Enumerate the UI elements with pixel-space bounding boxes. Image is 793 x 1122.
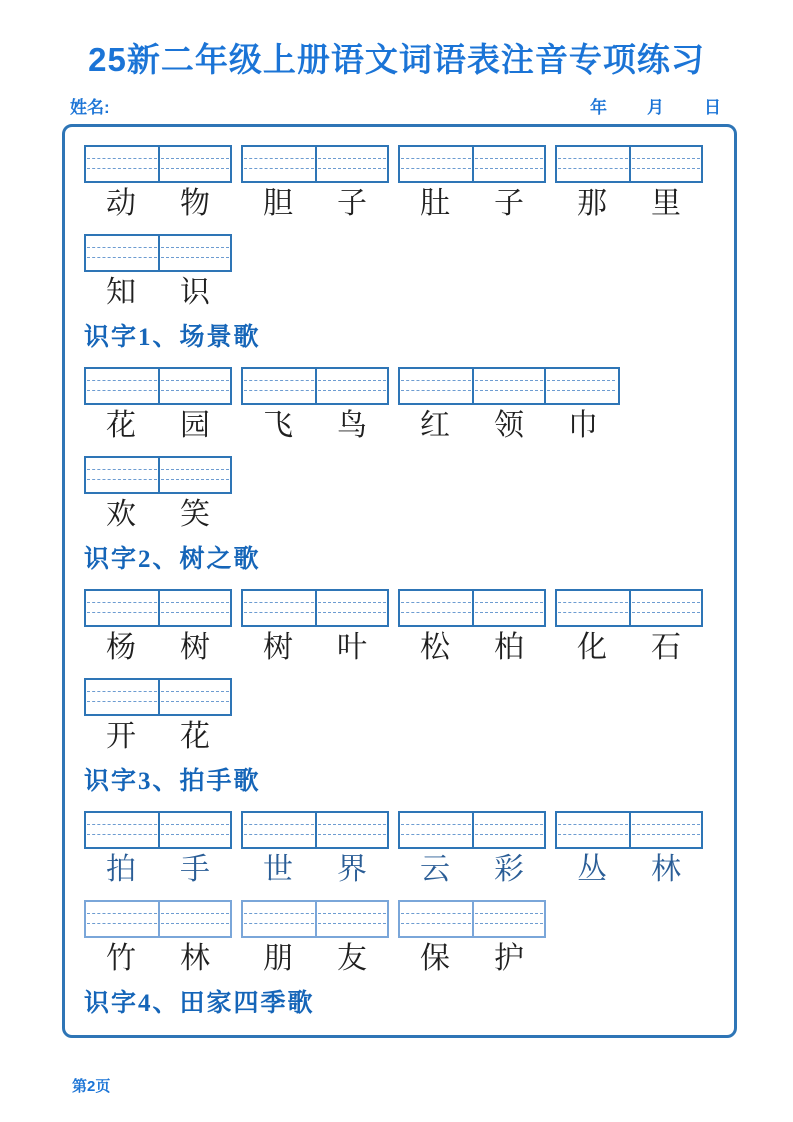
pinyin-writing-box [241, 900, 389, 938]
word-group [555, 589, 703, 665]
word-group [398, 811, 546, 887]
character: 柏 [494, 631, 524, 664]
pinyin-cell [86, 369, 158, 403]
word-group [398, 145, 546, 221]
character: 知 [106, 276, 136, 309]
word-characters [241, 187, 389, 221]
pinyin-writing-box [241, 589, 389, 627]
date-labels [590, 93, 721, 118]
character: 识 [180, 276, 210, 309]
pinyin-cell [472, 591, 544, 625]
word-group [84, 367, 232, 443]
pinyin-writing-box [241, 811, 389, 849]
pinyin-cell [86, 680, 158, 714]
pinyin-cell [629, 591, 701, 625]
name-date-row [70, 93, 721, 118]
word-group [84, 589, 232, 665]
pinyin-cell [243, 813, 315, 847]
pinyin-cell [86, 591, 158, 625]
pinyin-cell [315, 147, 387, 181]
character: 松 [420, 631, 450, 664]
word-characters [398, 187, 546, 221]
pinyin-writing-box [398, 811, 546, 849]
word-characters [84, 720, 232, 754]
section-header: 识字1、场景歌 [84, 324, 261, 351]
pinyin-writing-box [241, 145, 389, 183]
pinyin-cell [158, 369, 230, 403]
section-header: 识字4、田家四季歌 [84, 990, 315, 1017]
pinyin-writing-box [555, 145, 703, 183]
character: 杨 [106, 631, 136, 664]
character: 开 [106, 720, 136, 753]
pinyin-cell [243, 902, 315, 936]
pinyin-cell [472, 902, 544, 936]
word-group [84, 234, 232, 310]
pinyin-cell [86, 813, 158, 847]
year-label: 年 [590, 98, 607, 117]
character: 花 [180, 720, 210, 753]
word-group [241, 900, 389, 976]
character: 欢 [106, 498, 136, 531]
word-group [241, 811, 389, 887]
word-characters [398, 942, 546, 976]
character: 红 [420, 409, 450, 442]
page-number: 第2页 [72, 1078, 111, 1095]
word-characters [398, 409, 620, 443]
pinyin-cell [400, 591, 472, 625]
word-characters [84, 942, 232, 976]
word-characters [241, 409, 389, 443]
word-row [84, 456, 734, 532]
pinyin-writing-box [398, 900, 546, 938]
pinyin-cell [315, 902, 387, 936]
pinyin-cell [315, 369, 387, 403]
pinyin-writing-box [84, 234, 232, 272]
word-row [84, 234, 734, 310]
word-characters [84, 409, 232, 443]
word-characters [84, 631, 232, 665]
pinyin-cell [472, 369, 544, 403]
pinyin-writing-box [84, 811, 232, 849]
character: 胆 [263, 187, 293, 220]
pinyin-cell [400, 369, 472, 403]
character: 肚 [420, 187, 450, 220]
word-group [555, 145, 703, 221]
word-row [84, 589, 734, 665]
name-label: 姓名: [70, 98, 110, 117]
pinyin-writing-box [398, 367, 620, 405]
character: 鸟 [337, 409, 367, 442]
pinyin-cell [472, 813, 544, 847]
word-row [84, 367, 734, 443]
pinyin-cell [315, 813, 387, 847]
pinyin-cell [557, 813, 629, 847]
pinyin-cell [243, 591, 315, 625]
pinyin-cell [158, 902, 230, 936]
word-group [398, 900, 546, 976]
word-group [555, 811, 703, 887]
word-characters [241, 853, 389, 887]
character: 林 [651, 853, 681, 886]
character: 园 [180, 409, 210, 442]
pinyin-cell [400, 902, 472, 936]
character: 树 [263, 631, 293, 664]
pinyin-writing-box [84, 145, 232, 183]
pinyin-writing-box [84, 589, 232, 627]
character: 石 [651, 631, 681, 664]
character: 丛 [577, 853, 607, 886]
pinyin-cell [158, 591, 230, 625]
character: 朋 [263, 942, 293, 975]
word-characters [84, 853, 232, 887]
pinyin-writing-box [84, 456, 232, 494]
word-characters [84, 498, 232, 532]
word-group [398, 367, 620, 443]
character: 彩 [494, 853, 524, 886]
pinyin-cell [86, 147, 158, 181]
word-group [84, 811, 232, 887]
character: 界 [337, 853, 367, 886]
word-characters [241, 631, 389, 665]
character: 里 [651, 187, 681, 220]
sections-container [84, 145, 734, 1019]
worksheet-body-box [62, 124, 737, 1038]
character: 拍 [106, 853, 136, 886]
character: 竹 [106, 942, 136, 975]
word-group [241, 145, 389, 221]
pinyin-cell [158, 458, 230, 492]
character: 那 [577, 187, 607, 220]
pinyin-cell [629, 813, 701, 847]
word-group [84, 900, 232, 976]
character: 化 [577, 631, 607, 664]
word-group [241, 589, 389, 665]
page-title: 25新二年级上册语文词语表注音专项练习 [88, 41, 705, 78]
pinyin-cell [400, 147, 472, 181]
pinyin-cell [557, 147, 629, 181]
pinyin-writing-box [398, 145, 546, 183]
pinyin-cell [158, 236, 230, 270]
word-group [84, 145, 232, 221]
word-characters [555, 187, 703, 221]
word-group [84, 456, 232, 532]
character: 手 [180, 853, 210, 886]
character: 护 [494, 942, 524, 975]
pinyin-writing-box [84, 367, 232, 405]
character: 物 [180, 187, 210, 220]
pinyin-writing-box [555, 811, 703, 849]
pinyin-writing-box [241, 367, 389, 405]
pinyin-cell [86, 236, 158, 270]
day-label: 日 [704, 98, 721, 117]
word-row [84, 678, 734, 754]
character: 叶 [337, 631, 367, 664]
character: 云 [420, 853, 450, 886]
pinyin-cell [243, 147, 315, 181]
word-characters [241, 942, 389, 976]
month-label: 月 [647, 98, 664, 117]
pinyin-writing-box [84, 678, 232, 716]
character: 林 [180, 942, 210, 975]
word-group [241, 367, 389, 443]
character: 笑 [180, 498, 210, 531]
pinyin-cell [544, 369, 616, 403]
pinyin-cell [557, 591, 629, 625]
section-header: 识字3、拍手歌 [84, 768, 261, 795]
word-characters [555, 631, 703, 665]
character: 花 [106, 409, 136, 442]
character: 子 [494, 187, 524, 220]
pinyin-cell [158, 147, 230, 181]
word-characters [398, 631, 546, 665]
pinyin-cell [86, 458, 158, 492]
pinyin-writing-box [84, 900, 232, 938]
character: 巾 [568, 409, 598, 442]
pinyin-cell [158, 680, 230, 714]
word-characters [398, 853, 546, 887]
character: 友 [337, 942, 367, 975]
character: 世 [263, 853, 293, 886]
character: 飞 [263, 409, 293, 442]
character: 树 [180, 631, 210, 664]
section-header: 识字2、树之歌 [84, 546, 261, 573]
word-row [84, 145, 734, 221]
pinyin-cell [472, 147, 544, 181]
word-characters [555, 853, 703, 887]
pinyin-writing-box [555, 589, 703, 627]
character: 保 [420, 942, 450, 975]
word-characters [84, 187, 232, 221]
pinyin-writing-box [398, 589, 546, 627]
pinyin-cell [400, 813, 472, 847]
pinyin-cell [243, 369, 315, 403]
character: 领 [494, 409, 524, 442]
word-characters [84, 276, 232, 310]
pinyin-cell [629, 147, 701, 181]
word-group [84, 678, 232, 754]
character: 动 [106, 187, 136, 220]
word-row [84, 900, 734, 976]
pinyin-cell [86, 902, 158, 936]
character: 子 [337, 187, 367, 220]
word-row [84, 811, 734, 887]
pinyin-cell [315, 591, 387, 625]
pinyin-cell [158, 813, 230, 847]
word-group [398, 589, 546, 665]
